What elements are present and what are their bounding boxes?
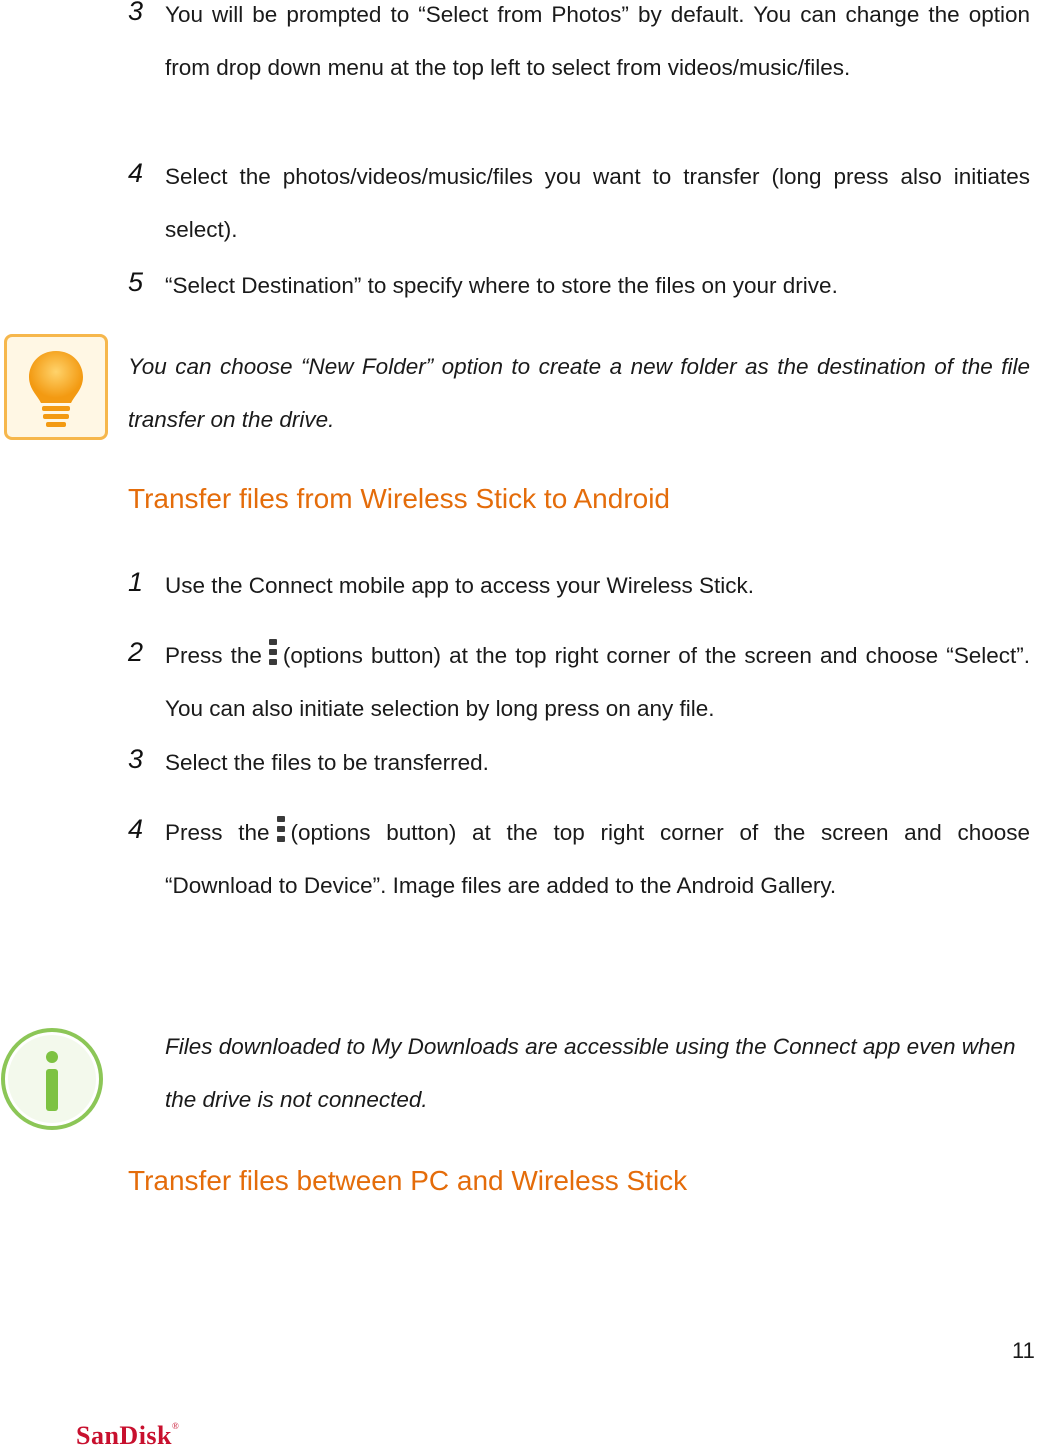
options-menu-icon [268,639,277,665]
step-text: Select the photos/videos/music/files you want to transfer (long press also initiates select). [165,164,1030,242]
section-heading: Transfer files between PC and Wireless Stick [128,1165,688,1196]
step-text-post: (options button) at the top right corner of the screen and choose “Select”. You can also initiate selection by long press on any file. [165,643,1030,721]
section-heading: Transfer files from Wireless Stick to Android [128,483,671,514]
step-number: 1 [128,567,144,597]
step-3b [128,736,1030,789]
step-4b [128,806,1030,912]
tip-text: You can choose “New Folder” option to create a new folder as the destination of the file transfer on the drive. [128,354,1030,432]
step-4 [128,150,1030,256]
note-text: Files downloaded to My Downloads are accessible using the Connect app even when the drive is not connected. [165,1034,1016,1112]
step-text: Use the Connect mobile app to access your Wireless Stick. [165,573,754,598]
info-icon [0,1027,104,1131]
step-number: 3 [128,0,144,26]
step-3 [128,0,1030,94]
step-number: 2 [128,637,144,667]
step-text-post: (options button) at the top right corner of the screen and choose “Download to Device”. Image files are added to the Android Gallery. [165,820,1030,898]
step-number: 4 [128,814,144,844]
step-text: “Select Destination” to specify where to store the files on your drive. [165,273,838,298]
step-number: 5 [128,267,144,297]
step-number: 4 [128,158,144,188]
step-text: You will be prompted to “Select from Photos” by default. You can change the option from drop down menu at the top left to select from videos/music/files. [165,2,1030,80]
page-number: 11 [1012,1338,1035,1363]
step-text: Select the files to be transferred. [165,750,489,775]
sandisk-logo [76,1421,179,1451]
step-2 [128,629,1030,735]
step-text [165,806,1030,912]
step-1 [128,559,1030,612]
step-number: 3 [128,744,144,774]
lightbulb-icon [4,334,108,440]
step-5 [128,259,1030,312]
step-text-pre: Press the [165,820,270,845]
step-text-pre: Press the [165,643,262,668]
step-text [165,629,1030,735]
trademark-symbol: ® [172,1421,180,1431]
options-menu-icon [276,816,285,842]
brand-name: SanDisk [76,1421,172,1450]
